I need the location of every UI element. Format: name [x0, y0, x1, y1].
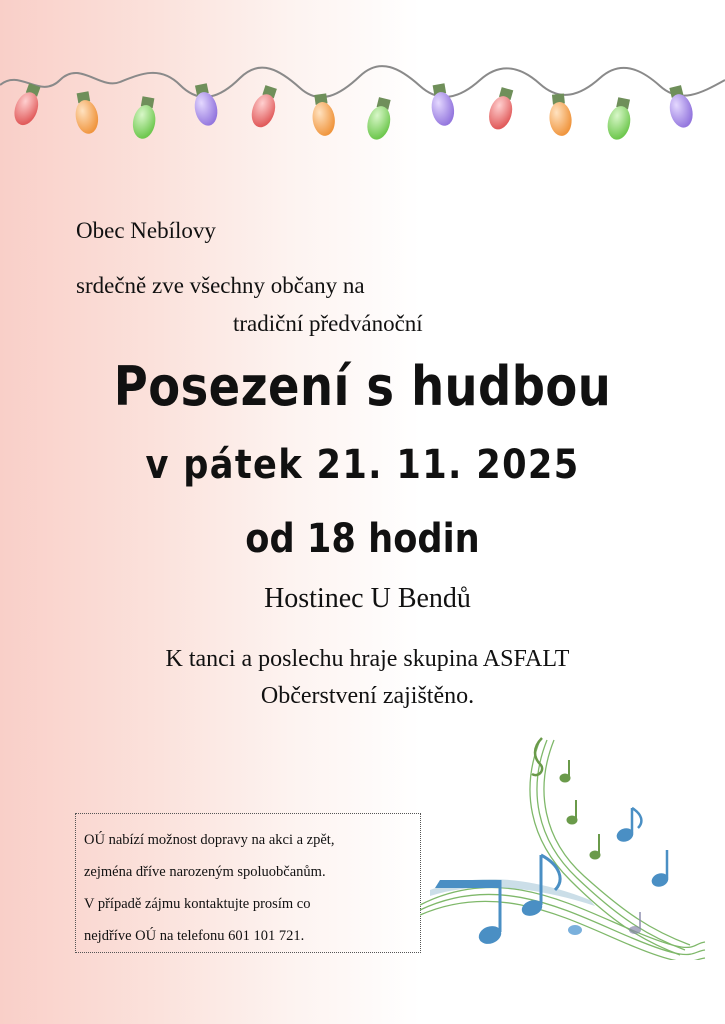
music-notes-icon — [420, 730, 710, 960]
event-time: od 18 hodin — [245, 516, 480, 562]
christmas-lights-icon — [0, 60, 725, 160]
refreshments-line: Občerstvení zajištěno. — [260, 683, 475, 709]
invitation-line-2: tradiční předvánoční — [233, 311, 423, 336]
event-date: v pátek 21. 11. 2025 — [145, 442, 580, 488]
transport-notice-box — [75, 813, 421, 953]
notice-line: V případě zájmu kontaktujte prosím co — [84, 896, 311, 912]
organizer: Obec Nebílovy — [76, 218, 216, 243]
notice-line: OÚ nabízí možnost dopravy na akci a zpět, — [84, 832, 335, 848]
invitation-line-1: srdečně zve všechny občany na — [76, 273, 365, 298]
event-title: Posezení s hudbou — [113, 355, 612, 418]
event-venue: Hostinec U Bendů — [264, 583, 471, 614]
notice-line: zejména dříve narozeným spoluobčanům. — [84, 864, 326, 880]
bulbs — [10, 81, 696, 142]
notice-line: nejdříve OÚ na telefonu 601 101 721. — [84, 928, 305, 944]
music-band-line: K tanci a poslechu hraje skupina ASFALT — [165, 646, 570, 672]
